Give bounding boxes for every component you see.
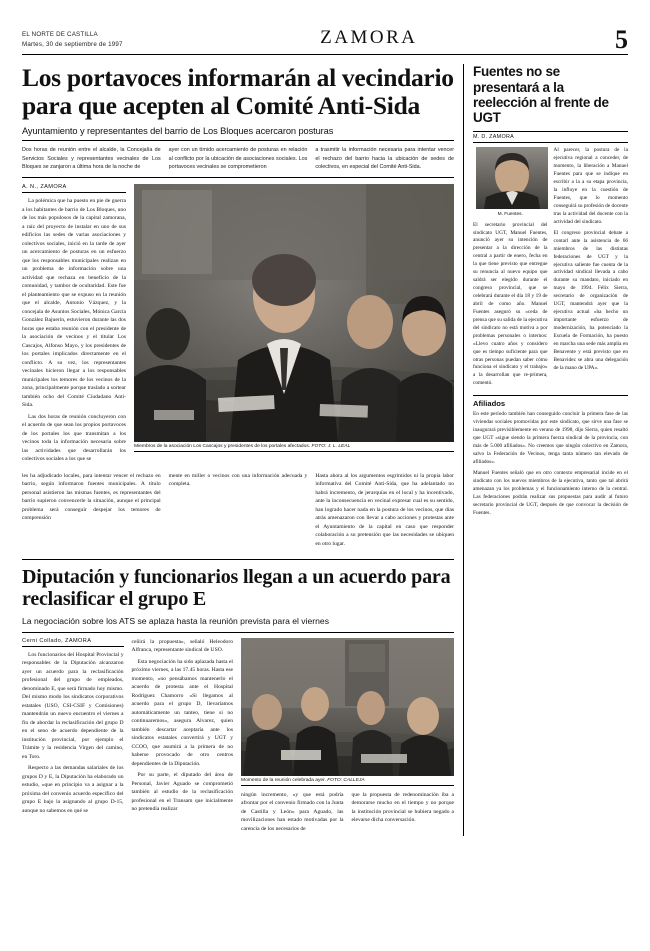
masthead-left [22, 28, 123, 49]
second-body-col-a: ningún incremento, «y que está podría afrontar por el convenio firmado con la Junta de Castilla y León» para Aguado, las movilizaciones han estado motivadas por la carencia de los necesarios de [241, 791, 344, 832]
main-body-col-a: les ha adjudicado locales, para intentar vencer el rechazo en barrio, según informaron fuentes municipales. A título personal asistieron las mismas fuentes, es representantes del barrio supieron convencerle la situación, aunque el principal problema será conseguir despejar los temores de comprensión [22, 472, 161, 522]
page-content [22, 64, 628, 836]
main-headline: Los portavoces informarán al vecindario para que acepten al Comité Anti-Sida [22, 63, 454, 120]
main-photo-graphic [134, 184, 454, 442]
main-article-top [22, 184, 454, 467]
main-body-col-b: mente en miller o vecinos con una información adecuada y completa. [168, 472, 308, 488]
main-article-bottom [22, 472, 454, 552]
section-title: ZAMORA [320, 27, 418, 48]
second-photo-caption: Momento de la reunión celebrada ayer. FOTO: CALLEJA [241, 776, 454, 786]
portrait-caption: M. Fuentes. [497, 212, 523, 218]
lede-part-3: a trasmitir la información necesaria para intentar vencer el rechazo del barrio hacia la ubicación de sedes de colectivos, en especial del Comité Anti-Sida. [315, 146, 455, 171]
second-text-column-2: ceñirá la propuesta», señaló Heleodoro Alfranca, representante sindical de USO. Esta negociación ha sido aplazada hasta el próximo viernes, a las 17.45 horas. Hasta ese momento, «no pensábamos mantenerlo el acuerdo de protesta ante el Hospital Rodríguez Chamorro «Si llegamos al acuerdo para el grupo D, llevaríamos automáticamente un tanteo, tiene si no continuaremos», asegura Alvarez, quien también descartar aceptaría ante los sindicatos estatales convertirá y UGT y CCOO, que asumirá a la primera de no haberse provocado de otro centros dependientes de la Diputación. Por su parte, el diputado del área de Personal, Javier Aguado se comprometió también al estudio de la reclasificación profesional en el Transam que inicialmente no pretendía realizar [131, 638, 233, 813]
side-body [473, 147, 628, 391]
portrait-graphic [476, 147, 548, 209]
main-body: La polémica que ha puesto en pie de guerra a los habitantes de barrio de Los Bloques, uno de los más populosos de la capital zamorana, a raíz del proyecto de instalar en uno de sus edificios las sedes de varias asociaciones y colectivos sociales, inició en la tarde de ayer un acercamiento de posturas en un esfuerzo que los responsables municipales realizan en un problema de información sobre una actividad que rechaza en beneficio de la comunidad, y tambor de ocultaridad. Este fue el planteamiento que se expuso en la reunión que el alcalde, Antonio Vázquez, y la concejala de Asuntos Sociales, Mónica García González Bajuerín, estuvieron durante las dos horas que estaba reunión con el presidente de la asociación de vecinos y el titular Los Cascajos, Alfonso Mayo, y los presidentes de los portales implicados directamente en el conflicto. A su vez, los representantes vecinales hicieron llegar a los responsables municipales los temores de los vecinos de la zona, principalmente porque traslado a sortear también ocho del Comité Ciudadano Anti-Sida. Las dos horas de reunión concluyeron con el acuerdo de que sean los propios portavoces de los portales los que transmitan a los vecinos toda la información necesaria sobre las actividades que desarrollarán los colectivos sociales a los que se [22, 198, 126, 463]
lede-part-1: Dos horas de reunión entre el alcalde, la Concejalía de Servicios Sociales y representantes vecinales de Los Bloques se zanjaron a última hora de la noche de [22, 146, 161, 171]
side-body-col-1: M. Fuentes. El secretario provincial del sindicato UGT, Manuel Fuentes, anunció ayer su intención de presentar a la dirección de la central a partir de enero, fecha en la que tiene previsto que entregue su renuncia al nuevo equipo que saldrá ser elegido durante el congreso provincial, que se celebrará durante el día 18 y 19 de abril de como año. Manuel Fuentes aseguró su «ceda de prensa que su salida de la ejecutiva del sindicato no está motiva a por problemas personales o internos: «Llevo cuatro años y considero que es tiempo suficiente para que otras personas puedan saber cómo funciona el sindicato y el trabajo» a la desarrollan que re-primera, comentó. [473, 147, 548, 391]
second-body-col-b: que la propuesta de redenominación iba a demorarse mucho en el tiempo y no porque la institución provincial se hubiera negado a elevarse dicha conversación. [351, 791, 454, 824]
second-article-top [22, 638, 454, 837]
side-byline: M. D. ZAMORA [473, 131, 628, 143]
side-article [473, 64, 628, 836]
issue-date: Martes, 30 de septiembre de 1997 [22, 40, 123, 48]
second-headline: Diputación y funcionarios llegan a un acuerdo para reclasificar el grupo E [22, 566, 451, 610]
column-divider [463, 64, 464, 836]
side-subsection-body: En este período también han conseguido concluir la primera fase de las viviendas sociales promovidas por este sindicato, que sirve una fase se inaugurará previsiblemente en verano de 1998, dijo Sierra, quien resaltó que UGT «sigue siendo la primera fuerza sindical de la provincia, con más de 5.000 afiliados». No creemos que ningún colectivo en Zamora, salvo la Federación de Vecinos, tenga tanta número tan elevado de afiliados». Manuel Fuentes señaló que en otro contexto empresarial incide en el sindicato con los nuevos miembros de la ejecutiva, tanto que tal abrirá amenazan ya los problemas y el funcionamiento interno de la central. Las federaciones podrán realizar sus propuestas para audir al futuro secretario provincial de UGT, después de que convocar la decisión de Fuentes. [473, 411, 628, 516]
second-photo [241, 638, 454, 776]
portrait-photo [476, 147, 548, 209]
second-photo-graphic [241, 638, 454, 776]
main-subhead: Ayuntamiento y representantes del barrio de Los Bloques acercaron posturas [22, 126, 454, 141]
page-number: 5 [615, 25, 628, 54]
main-photo-block [134, 184, 454, 467]
second-article-bottom [241, 791, 454, 837]
main-body-col-c: Hasta ahora al los argumentos esgrimidos ni la propia labor informativa del Comité Anti-Sida, que ha adelantado no habrá incremento, de jerarquías en el local y ha incentivado, ante la inconsecuencia en vecinal expresar cual es su sentido, han logrado hacer nada en la postura de los vecinos, que días atrás amenazaron con llevar a cabo acciones y protestas ante el Ayuntamiento de la capital en caso que responder colaboración a su pretensión que las necesidades se ubiquen en otro lugar. [315, 472, 455, 547]
side-body-col-2: Al parecer, la postura de la ejecutiva regional a conceder, de momento, la liberación a Manuel Fuentes para que se indique en escribir a la a su etapa provincia, la influye en la cuestión de Fuentes, que lo momento conseguirá su profesión de docente tras la actividad del docente con la actividad del sindicato. El congreso provincial debate a contarl ante la asistencia de 66 miembros de las distintas federaciones de UGT y la ejecutiva saliente fue cuenta de la actividad sindical llevada a cabo durante su mandato, iniciado en mayo de 1994. Félix Sierra, secretario de organización de UGT, mantendrá ayer que la ejecutiva actual «ha hecho un importante esfuerzo de modernización, ha potenciado la Escuela de Formación, ha puesto en marcha una sede más amplia en Benavente y está previsto que en Benavidez se abra una delegación de la mano de UPA». [553, 147, 628, 371]
second-subhead: La negociación sobre los ATS se aplaza hasta la reunión prevista para el viernes [22, 616, 454, 633]
main-text-column [22, 184, 126, 467]
second-byline: Cerni Collado, ZAMORA [22, 638, 124, 647]
masthead [22, 25, 628, 55]
main-byline: A. N., ZAMORA [22, 184, 126, 193]
main-lede [22, 146, 454, 178]
article-divider [22, 559, 454, 560]
main-column [22, 64, 454, 836]
second-text-column-1: Cerni Collado, ZAMORA Los funcionarios del Hospital Provincial y responsables de la Diputación alcanzaron ayer un acuerdo para la reclasificación profesional del grupo de empleados, denominado E, que será firmado hoy mismo. Del mismo modo los sindicatos corporativos estatales (USO, CSI-CSIF y Comisiones) mantendrán un nuevo encuentro el viernes a fin de abordar la reclasificación del grupo D en el seno de acuerdo dependiente de la institución provincial, por ejemplo el Trámite y la residencia Virgen del camino, en Toro. Respecto a las demandas salariales de los grupos D y E, la Diputación ha elaborado un estudio, «que en principio va a asignar a la próxima del convenio acuerdo específico del grupo E bajo la asignando al grupo D-15, aunque no sabemos en qué se [22, 637, 124, 814]
side-headline: Fuentes no se presentará a la reelección al frente de UGT [473, 64, 609, 126]
second-photo-block [241, 638, 454, 837]
lede-part-2: ayer con un tímido acercamiento de posturas en relación al conflicto por la ubicación de asociaciones sociales. Los portavoces vecinales se comprometieron [168, 146, 308, 171]
side-subsection-title: Afiliados [473, 395, 628, 408]
main-photo [134, 184, 454, 442]
main-photo-caption: Miembros de la asociación Los Cascajos y presidentes de los portales afectados. FOTO: J. L. LEAL [134, 442, 454, 452]
publication-name: EL NORTE DE CASTILLA [22, 31, 98, 38]
